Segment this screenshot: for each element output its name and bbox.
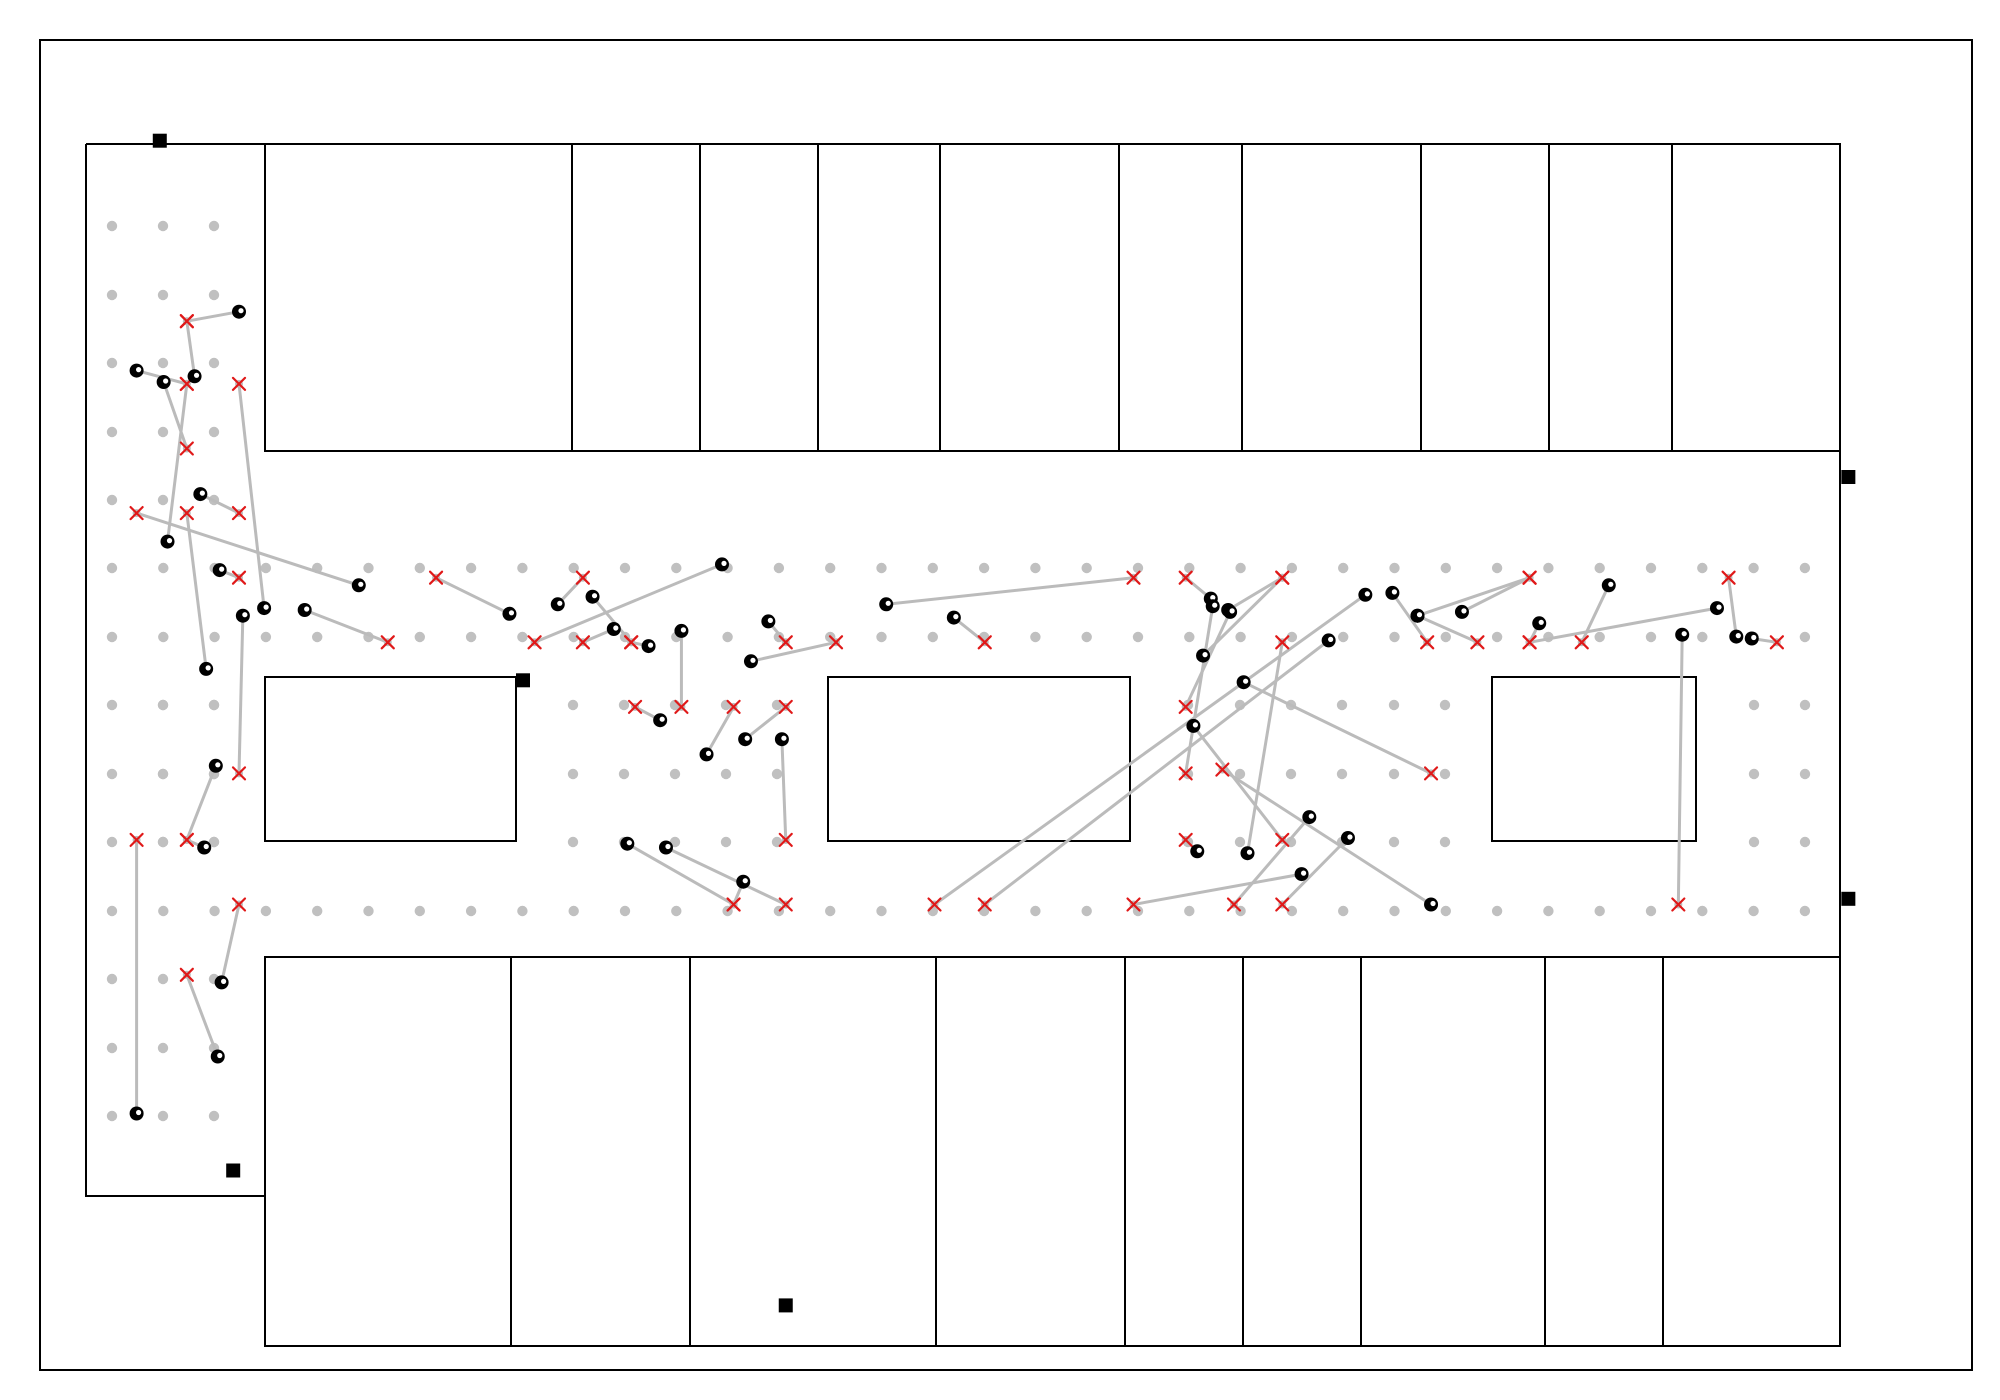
error-line (707, 707, 734, 755)
error-line (886, 578, 1133, 605)
estimate-marker (193, 487, 207, 501)
grid-point (1646, 906, 1656, 916)
estimate-marker (213, 563, 227, 577)
error-line (187, 766, 216, 840)
grid-point (107, 495, 117, 505)
grid-point (1235, 837, 1245, 847)
grid-point (568, 837, 578, 847)
grid-point (1030, 563, 1040, 573)
reference-grid (107, 221, 1810, 1121)
grid-point (1133, 632, 1143, 642)
error-line (1244, 682, 1431, 773)
grid-point (1440, 769, 1450, 779)
error-line (187, 321, 195, 376)
grid-point (1082, 906, 1092, 916)
error-line (1462, 578, 1530, 612)
grid-point (928, 632, 938, 642)
grid-point (158, 358, 168, 368)
grid-point (1800, 632, 1810, 642)
grid-point (619, 769, 629, 779)
grid-point (1184, 563, 1194, 573)
estimate-marker (642, 639, 656, 653)
error-line (222, 905, 239, 983)
grid-point (568, 700, 578, 710)
grid-point (1748, 906, 1758, 916)
anchor-markers (153, 134, 1856, 1313)
estimate-marker (761, 614, 775, 628)
error-line (1234, 817, 1309, 904)
grid-point (312, 906, 322, 916)
grid-point (721, 837, 731, 847)
grid-point (568, 769, 578, 779)
estimate-marker (947, 611, 961, 625)
grid-point (107, 1043, 117, 1053)
ground-truth-marker (1180, 572, 1192, 584)
grid-point (1389, 837, 1399, 847)
grid-point (1800, 563, 1810, 573)
grid-point (158, 221, 168, 231)
grid-point (1595, 632, 1605, 642)
estimate-marker (674, 624, 688, 638)
room-bottom-3 (690, 957, 936, 1346)
grid-point (876, 563, 886, 573)
ground-truth-marker (1228, 899, 1240, 911)
grid-point (107, 290, 117, 300)
grid-point (1235, 632, 1245, 642)
grid-point (1749, 700, 1759, 710)
grid-point (876, 632, 886, 642)
rooms-bottom (265, 957, 1840, 1346)
error-line (751, 642, 836, 661)
ground-truth-marker (577, 636, 589, 648)
grid-point (158, 290, 168, 300)
grid-point (671, 563, 681, 573)
grid-point (209, 427, 219, 437)
anchor-marker (153, 134, 167, 148)
grid-point (928, 563, 938, 573)
estimate-marker (607, 622, 621, 636)
grid-point (158, 1111, 168, 1121)
room-top-9 (1549, 144, 1672, 451)
estimate-marker (211, 1050, 225, 1064)
grid-point (670, 769, 680, 779)
estimate-marker (188, 369, 202, 383)
room-top-4 (818, 144, 940, 451)
room-top-5 (940, 144, 1119, 451)
anchor-marker (779, 1298, 793, 1312)
estimate-marker (1358, 588, 1372, 602)
estimate-marker (700, 747, 714, 761)
estimate-marker (1532, 616, 1546, 630)
estimate-marker (775, 732, 789, 746)
grid-point (1595, 563, 1605, 573)
grid-point (209, 632, 219, 642)
grid-point (1492, 906, 1502, 916)
error-line (239, 616, 243, 774)
grid-point (1697, 563, 1707, 573)
grid-point (620, 563, 630, 573)
grid-point (261, 906, 271, 916)
estimate-marker (298, 603, 312, 617)
grid-point (671, 906, 681, 916)
grid-point (107, 221, 117, 231)
estimate-marker (586, 590, 600, 604)
grid-point (1646, 632, 1656, 642)
error-line (1418, 578, 1530, 616)
grid-point (1543, 906, 1553, 916)
room-bottom-5 (1125, 957, 1243, 1346)
grid-point (415, 906, 425, 916)
error-line (1678, 635, 1682, 905)
grid-point (721, 769, 731, 779)
estimate-markers (130, 305, 1759, 1121)
estimate-marker (736, 875, 750, 889)
grid-point (620, 906, 630, 916)
grid-point (158, 632, 168, 642)
grid-point (158, 837, 168, 847)
grid-point (466, 906, 476, 916)
ground-truth-marker (1425, 767, 1437, 779)
grid-point (1337, 769, 1347, 779)
grid-point (825, 906, 835, 916)
grid-point (312, 632, 322, 642)
grid-point (209, 290, 219, 300)
estimate-marker (199, 662, 213, 676)
estimate-marker (1237, 675, 1251, 689)
grid-point (107, 837, 117, 847)
anchor-marker (226, 1164, 240, 1178)
ground-truth-marker (728, 899, 740, 911)
grid-point (517, 906, 527, 916)
grid-point (107, 563, 117, 573)
grid-point (107, 358, 117, 368)
grid-point (1030, 632, 1040, 642)
estimate-marker (1710, 601, 1724, 615)
grid-point (1389, 906, 1399, 916)
ground-truth-marker (780, 636, 792, 648)
grid-point (363, 563, 373, 573)
room-bottom-4 (936, 957, 1125, 1346)
grid-point (107, 906, 117, 916)
error-line (935, 595, 1366, 905)
grid-point (158, 563, 168, 573)
grid-point (721, 700, 731, 710)
grid-point (466, 632, 476, 642)
grid-point (825, 563, 835, 573)
grid-point (415, 563, 425, 573)
estimate-marker (236, 609, 250, 623)
estimate-marker (1385, 586, 1399, 600)
grid-point (209, 221, 219, 231)
estimate-marker (744, 654, 758, 668)
ground-truth-marker (1276, 899, 1288, 911)
estimate-marker (620, 837, 634, 851)
room-top-8 (1421, 144, 1549, 451)
error-line (187, 312, 239, 322)
grid-point (363, 906, 373, 916)
estimate-marker (161, 535, 175, 549)
rooms-top (265, 144, 1840, 451)
room-top-1 (265, 144, 572, 451)
estimate-marker (1602, 578, 1616, 592)
estimate-marker (738, 732, 752, 746)
estimate-marker (130, 364, 144, 378)
estimate-marker (257, 601, 271, 615)
estimate-marker (1341, 831, 1355, 845)
grid-point (158, 974, 168, 984)
grid-point (517, 632, 527, 642)
error-line (436, 578, 509, 614)
grid-point (107, 1111, 117, 1121)
ground-truth-marker (430, 572, 442, 584)
estimate-marker (1729, 630, 1743, 644)
room-top-3 (700, 144, 818, 451)
estimate-marker (1186, 719, 1200, 733)
estimate-marker (1223, 605, 1237, 619)
grid-point (1389, 769, 1399, 779)
grid-point (1800, 769, 1810, 779)
estimate-marker (1322, 633, 1336, 647)
grid-point (209, 700, 219, 710)
room-bottom-8 (1545, 957, 1663, 1346)
estimate-marker (1455, 605, 1469, 619)
grid-point (979, 563, 989, 573)
ground-truth-marker (1471, 636, 1483, 648)
anchor-marker (516, 673, 530, 687)
grid-point (1748, 563, 1758, 573)
error-line (187, 513, 206, 669)
error-line (1193, 726, 1282, 840)
grid-point (1749, 837, 1759, 847)
grid-point (415, 632, 425, 642)
grid-point (107, 974, 117, 984)
grid-point (1492, 632, 1502, 642)
grid-point (1184, 632, 1194, 642)
estimate-marker (130, 1107, 144, 1121)
estimate-marker (551, 597, 565, 611)
grid-point (1082, 563, 1092, 573)
grid-point (107, 769, 117, 779)
estimate-marker (1675, 628, 1689, 642)
ground-truth-marker (181, 834, 193, 846)
estimate-marker (352, 578, 366, 592)
grid-point (158, 427, 168, 437)
estimate-marker (197, 841, 211, 855)
grid-point (1286, 769, 1296, 779)
room-top-6 (1119, 144, 1242, 451)
estimate-marker (1411, 609, 1425, 623)
grid-point (1749, 769, 1759, 779)
grid-point (158, 495, 168, 505)
center-islands (265, 677, 1696, 841)
grid-point (466, 563, 476, 573)
estimate-marker (1745, 632, 1759, 646)
estimate-marker (1206, 599, 1220, 613)
grid-point (1337, 700, 1347, 710)
grid-point (261, 563, 271, 573)
grid-point (1492, 563, 1502, 573)
anchor-marker (1841, 892, 1855, 906)
grid-point (1389, 700, 1399, 710)
ground-truth-marker (382, 636, 394, 648)
room-bottom-1 (265, 957, 511, 1346)
estimate-marker (653, 713, 667, 727)
estimate-marker (879, 597, 893, 611)
estimate-marker (715, 557, 729, 571)
grid-point (1697, 632, 1707, 642)
grid-point (1184, 906, 1194, 916)
estimate-marker (1190, 844, 1204, 858)
estimate-marker (659, 841, 673, 855)
estimate-marker (1424, 898, 1438, 912)
grid-point (1338, 632, 1348, 642)
grid-point (772, 769, 782, 779)
ground-truth-marker (233, 572, 245, 584)
room-bottom-9 (1663, 957, 1840, 1346)
room-bottom-7 (1361, 957, 1545, 1346)
grid-point (1697, 906, 1707, 916)
grid-point (1338, 906, 1348, 916)
grid-point (876, 906, 886, 916)
estimate-marker (1302, 810, 1316, 824)
grid-point (158, 906, 168, 916)
ground-truth-marker (577, 572, 589, 584)
grid-point (158, 769, 168, 779)
estimate-marker (209, 759, 223, 773)
grid-point (1646, 563, 1656, 573)
grid-point (158, 1043, 168, 1053)
grid-point (1800, 700, 1810, 710)
grid-point (1235, 563, 1245, 573)
ground-truth-marker (233, 507, 245, 519)
estimate-marker (157, 375, 171, 389)
grid-point (569, 906, 579, 916)
grid-point (1543, 563, 1553, 573)
grid-point (722, 632, 732, 642)
grid-point (1133, 563, 1143, 573)
grid-point (1440, 700, 1450, 710)
island-right (1492, 677, 1696, 841)
ground-truth-marker (1576, 636, 1588, 648)
grid-point (1441, 632, 1451, 642)
grid-point (209, 906, 219, 916)
grid-point (261, 632, 271, 642)
grid-point (1441, 906, 1451, 916)
ground-truth-marker (1276, 572, 1288, 584)
grid-point (1082, 632, 1092, 642)
ground-truth-marker (1421, 636, 1433, 648)
error-line (1729, 578, 1737, 637)
grid-point (517, 563, 527, 573)
grid-point (619, 700, 629, 710)
estimate-marker (502, 607, 516, 621)
estimate-marker (232, 305, 246, 319)
grid-point (1389, 632, 1399, 642)
error-line (985, 640, 1329, 904)
grid-point (209, 1111, 219, 1121)
error-line (1582, 585, 1609, 642)
island-middle (828, 677, 1130, 841)
error-line (1530, 608, 1717, 642)
estimate-marker (215, 975, 229, 989)
grid-point (1338, 563, 1348, 573)
grid-point (1389, 563, 1399, 573)
error-line (1282, 838, 1348, 905)
room-top-10 (1672, 144, 1840, 451)
room-bottom-6 (1243, 957, 1361, 1346)
estimate-marker (1196, 649, 1210, 663)
grid-point (1030, 906, 1040, 916)
grid-point (1441, 563, 1451, 573)
room-bottom-2 (511, 957, 690, 1346)
ground-truth-markers (131, 315, 1783, 981)
error-lines (137, 312, 1777, 1114)
ground-truth-marker (529, 636, 541, 648)
grid-point (107, 632, 117, 642)
room-top-7 (1242, 144, 1421, 451)
anchor-marker (1841, 470, 1855, 484)
grid-point (1440, 837, 1450, 847)
error-line (168, 384, 187, 542)
error-line (782, 739, 786, 840)
grid-point (1800, 837, 1810, 847)
estimate-marker (1241, 846, 1255, 860)
grid-point (1595, 906, 1605, 916)
island-left (265, 677, 516, 841)
grid-point (774, 563, 784, 573)
grid-point (1800, 906, 1810, 916)
grid-point (107, 700, 117, 710)
grid-point (107, 427, 117, 437)
grid-point (209, 358, 219, 368)
estimate-marker (1295, 867, 1309, 881)
grid-point (158, 700, 168, 710)
corridor-boundary (86, 144, 1840, 1346)
error-line (187, 975, 218, 1057)
error-line (137, 513, 359, 585)
room-top-2 (572, 144, 700, 451)
ground-truth-marker (629, 701, 641, 713)
ground-truth-marker (780, 899, 792, 911)
